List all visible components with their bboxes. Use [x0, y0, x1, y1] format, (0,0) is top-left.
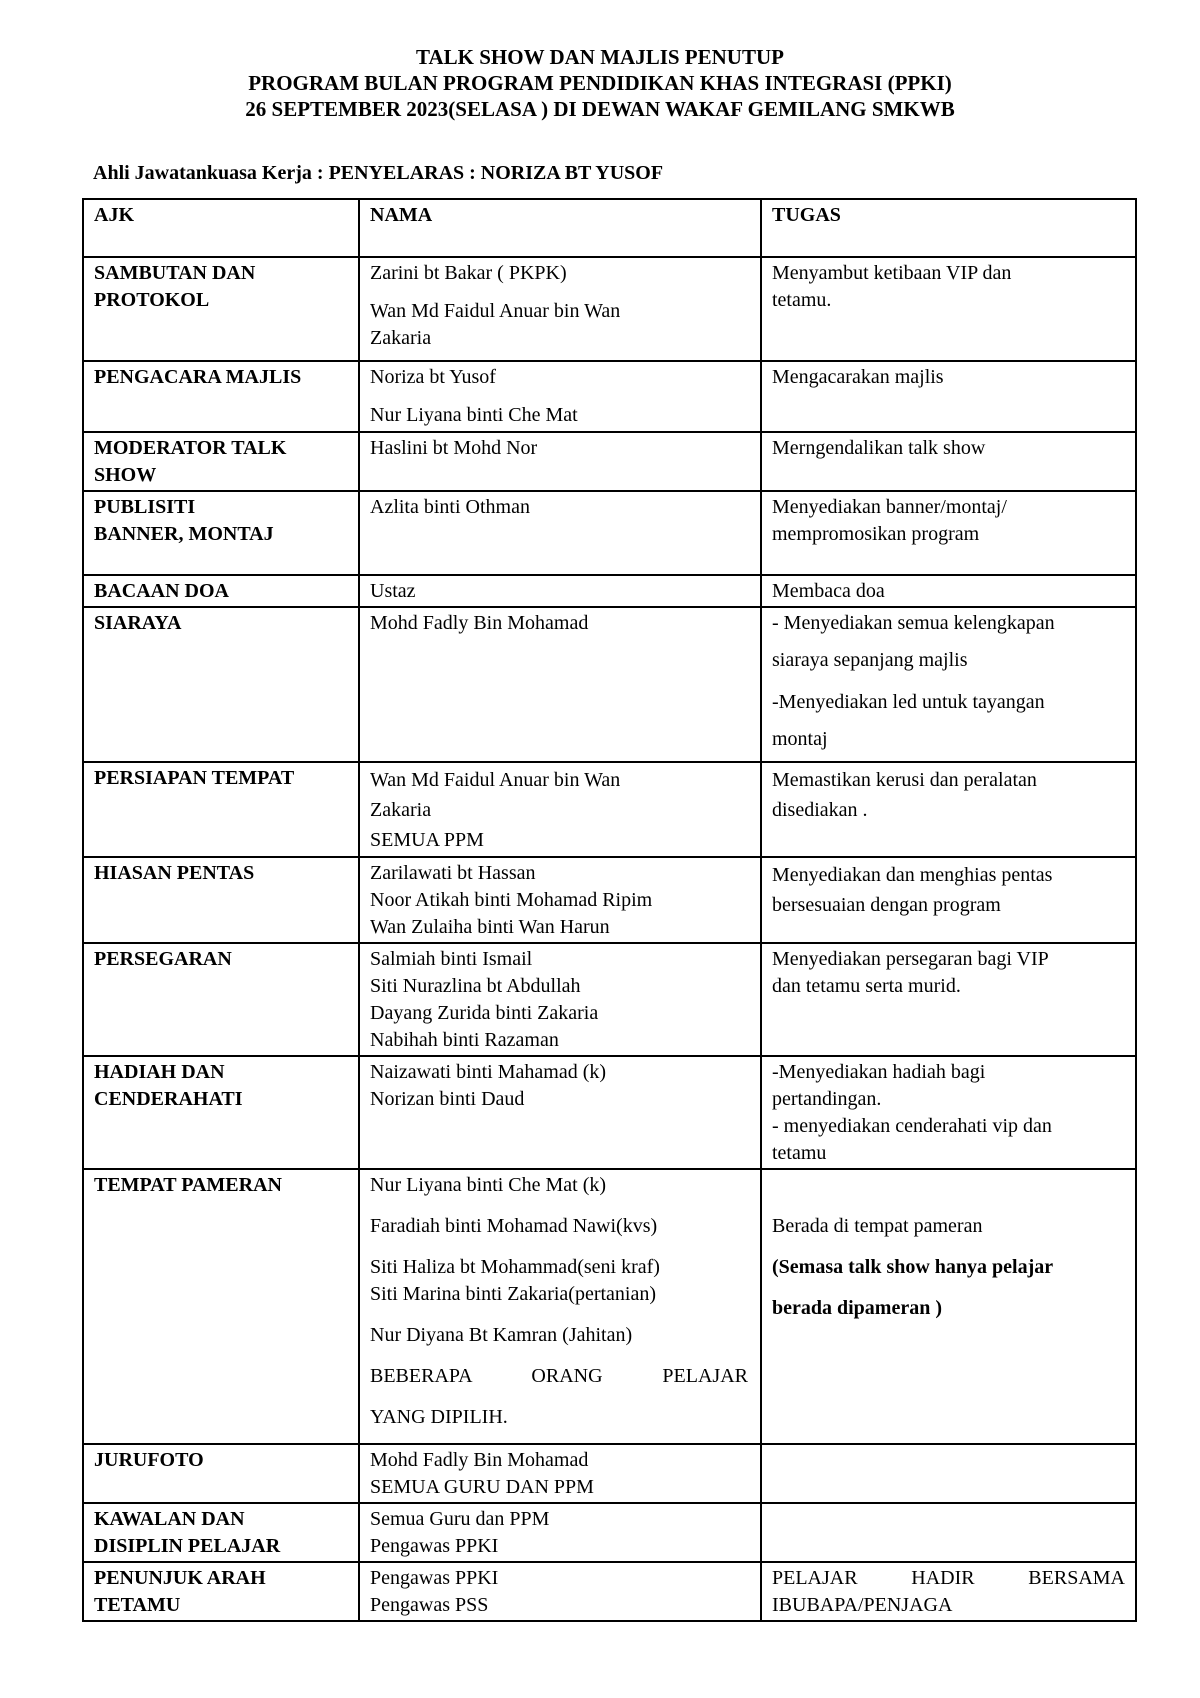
table-row: [83, 432, 1136, 491]
nama-cell: [359, 432, 761, 491]
ajk-cell: [83, 432, 359, 491]
ajk-cell: [83, 1056, 359, 1169]
tugas-cell: [761, 432, 1136, 491]
ajk-cell: [83, 491, 359, 575]
nama-line: Ustaz: [370, 580, 416, 602]
nama-cell: [359, 1444, 761, 1503]
nama-line: Wan Zulaiha binti Wan Harun: [370, 916, 610, 938]
title-line-3: 26 SEPTEMBER 2023(SELASA ) DI DEWAN WAKAF GEMILANG SMKWB: [245, 97, 955, 121]
ajk-cell: [83, 575, 359, 607]
nama-line: Siti Haliza bt Mohammad(seni kraf): [370, 1256, 660, 1278]
nama-line: Noriza bt Yusof: [370, 366, 496, 388]
tugas-line: -Menyediakan led untuk tayangan: [772, 691, 1045, 713]
nama-cell: [359, 257, 761, 361]
nama-cell: [359, 762, 761, 857]
nama-cell: [359, 1562, 761, 1621]
ajk-line: MODERATOR TALK: [94, 437, 287, 459]
tugas-line: disediakan .: [772, 799, 868, 821]
ajk-cell: [83, 1169, 359, 1444]
tugas-line: -Menyediakan hadiah bagi: [772, 1061, 986, 1083]
ajk-line: SIARAYA: [94, 612, 182, 634]
tugas-cell: [761, 491, 1136, 575]
ajk-cell: [83, 857, 359, 943]
ajk-cell: [83, 257, 359, 361]
ajk-line: PENGACARA MAJLIS: [94, 366, 302, 388]
nama-cell: [359, 361, 761, 432]
tugas-line: tetamu: [772, 1142, 827, 1164]
tugas-cell: [761, 257, 1136, 361]
tugas-line: - menyediakan cenderahati vip dan: [772, 1115, 1052, 1137]
tugas-cell: [761, 1503, 1136, 1562]
header-tugas: TUGAS: [761, 199, 1136, 257]
tugas-cell: [761, 762, 1136, 857]
nama-line: Norizan binti Daud: [370, 1088, 525, 1110]
ajk-line: JURUFOTO: [94, 1449, 204, 1471]
nama-line: Haslini bt Mohd Nor: [370, 437, 538, 459]
ajk-line: PUBLISITI: [94, 496, 196, 518]
tugas-line: Mengacarakan majlis: [772, 366, 944, 388]
tugas-line: mempromosikan program: [772, 523, 980, 545]
nama-cell: [359, 491, 761, 575]
nama-line: Zakaria: [370, 327, 432, 349]
tugas-line: - Menyediakan semua kelengkapan: [772, 612, 1055, 634]
nama-line: Siti Nurazlina bt Abdullah: [370, 975, 581, 997]
tugas-cell: [761, 1056, 1136, 1169]
ajk-line: PROTOKOL: [94, 289, 210, 311]
nama-line: Pengawas PSS: [370, 1594, 489, 1616]
table-row: [83, 1562, 1136, 1621]
tugas-line: siaraya sepanjang majlis: [772, 649, 968, 671]
nama-line: BEBERAPA ORANG PELAJAR: [370, 1365, 748, 1387]
nama-line: Nur Diyana Bt Kamran (Jahitan): [370, 1324, 633, 1346]
ajk-line: BANNER, MONTAJ: [94, 523, 274, 545]
nama-line: Zarini bt Bakar ( PKPK): [370, 262, 567, 284]
tugas-line: Berada di tempat pameran: [772, 1215, 983, 1237]
ajk-cell: [83, 1444, 359, 1503]
tugas-line: PELAJAR HADIR BERSAMA: [772, 1567, 1125, 1589]
header-nama: NAMA: [359, 199, 761, 257]
header-ajk: AJK: [83, 199, 359, 257]
nama-line: Faradiah binti Mohamad Nawi(kvs): [370, 1215, 658, 1237]
nama-line: Nur Liyana binti Che Mat: [370, 404, 578, 426]
ajk-line: SAMBUTAN DAN: [94, 262, 256, 284]
ajk-cell: [83, 762, 359, 857]
tugas-line: Menyediakan persegaran bagi VIP: [772, 948, 1049, 970]
ajk-line: HADIAH DAN: [94, 1061, 225, 1083]
committee-coordinator: Ahli Jawatankuasa Kerja : PENYELARAS : NORIZA BT YUSOF: [93, 162, 664, 184]
nama-cell: [359, 607, 761, 762]
table-row: [83, 857, 1136, 943]
tugas-cell: [761, 361, 1136, 432]
title-line-2: PROGRAM BULAN PROGRAM PENDIDIKAN KHAS INTEGRASI (PPKI): [248, 71, 952, 95]
nama-line: Salmiah binti Ismail: [370, 948, 533, 970]
committee-table: [82, 198, 1137, 1622]
tugas-cell: [761, 1562, 1136, 1621]
tugas-line: Memastikan kerusi dan peralatan: [772, 769, 1037, 791]
nama-line: Semua Guru dan PPM: [370, 1508, 550, 1530]
ajk-line: TETAMU: [94, 1594, 181, 1616]
table-row: [83, 943, 1136, 1056]
nama-cell: [359, 575, 761, 607]
tugas-line: Merngendalikan talk show: [772, 437, 986, 459]
nama-line: Noor Atikah binti Mohamad Ripim: [370, 889, 653, 911]
nama-line: Nabihah binti Razaman: [370, 1029, 559, 1051]
nama-line: SEMUA PPM: [370, 829, 484, 851]
tugas-cell: [761, 575, 1136, 607]
tugas-cell: [761, 607, 1136, 762]
nama-line: YANG DIPILIH.: [370, 1406, 508, 1428]
ajk-cell: [83, 607, 359, 762]
tugas-line: Membaca doa: [772, 580, 885, 602]
ajk-cell: [83, 1562, 359, 1621]
table-row: [83, 1056, 1136, 1169]
tugas-cell: [761, 1169, 1136, 1444]
table-header-row: [83, 199, 1136, 257]
table-row: [83, 1444, 1136, 1503]
ajk-line: PERSIAPAN TEMPAT: [94, 767, 295, 789]
tugas-line: Menyediakan banner/montaj/: [772, 496, 1007, 518]
nama-cell: [359, 1056, 761, 1169]
table-row: [83, 257, 1136, 361]
ajk-cell: [83, 1503, 359, 1562]
table-row: [83, 762, 1136, 857]
tugas-line: IBUBAPA/PENJAGA: [772, 1594, 953, 1616]
table-row: [83, 491, 1136, 575]
tugas-line: pertandingan.: [772, 1088, 882, 1110]
nama-cell: [359, 943, 761, 1056]
table-row: [83, 607, 1136, 762]
nama-cell: [359, 857, 761, 943]
nama-line: Zakaria: [370, 799, 432, 821]
nama-line: Dayang Zurida binti Zakaria: [370, 1002, 599, 1024]
table-row: [83, 1169, 1136, 1444]
ajk-line: PERSEGARAN: [94, 948, 232, 970]
table-row: [83, 1503, 1136, 1562]
tugas-line: Menyediakan dan menghias pentas: [772, 864, 1053, 886]
nama-line: Mohd Fadly Bin Mohamad: [370, 612, 589, 634]
ajk-line: CENDERAHATI: [94, 1088, 243, 1110]
tugas-line: tetamu.: [772, 289, 832, 311]
tugas-cell: [761, 943, 1136, 1056]
table-row: [83, 575, 1136, 607]
nama-line: Siti Marina binti Zakaria(pertanian): [370, 1283, 657, 1305]
ajk-line: BACAAN DOA: [94, 580, 229, 602]
nama-line: Nur Liyana binti Che Mat (k): [370, 1174, 607, 1196]
nama-line: Naizawati binti Mahamad (k): [370, 1061, 607, 1083]
nama-cell: [359, 1503, 761, 1562]
ajk-line: HIASAN PENTAS: [94, 862, 255, 884]
nama-line: Pengawas PPKI: [370, 1567, 499, 1589]
nama-line: SEMUA GURU DAN PPM: [370, 1476, 594, 1498]
tugas-line: dan tetamu serta murid.: [772, 975, 961, 997]
ajk-line: DISIPLIN PELAJAR: [94, 1535, 281, 1557]
tugas-line: (Semasa talk show hanya pelajar: [772, 1256, 1054, 1278]
nama-line: Zarilawati bt Hassan: [370, 862, 536, 884]
ajk-line: SHOW: [94, 464, 157, 486]
nama-line: Pengawas PPKI: [370, 1535, 499, 1557]
document-header: [0, 44, 1200, 122]
ajk-line: TEMPAT PAMERAN: [94, 1174, 282, 1196]
table-row: [83, 361, 1136, 432]
nama-line: Azlita binti Othman: [370, 496, 530, 518]
title-line-1: TALK SHOW DAN MAJLIS PENUTUP: [416, 45, 784, 69]
nama-cell: [359, 1169, 761, 1444]
ajk-line: KAWALAN DAN: [94, 1508, 245, 1530]
tugas-cell: [761, 857, 1136, 943]
ajk-cell: [83, 943, 359, 1056]
tugas-line: berada dipameran ): [772, 1297, 942, 1319]
ajk-line: PENUNJUK ARAH: [94, 1567, 266, 1589]
tugas-line: montaj: [772, 728, 828, 750]
ajk-cell: [83, 361, 359, 432]
nama-line: Wan Md Faidul Anuar bin Wan: [370, 769, 621, 791]
tugas-line: Menyambut ketibaan VIP dan: [772, 262, 1012, 284]
tugas-cell: [761, 1444, 1136, 1503]
nama-line: Mohd Fadly Bin Mohamad: [370, 1449, 589, 1471]
nama-line: Wan Md Faidul Anuar bin Wan: [370, 300, 621, 322]
tugas-line: bersesuaian dengan program: [772, 894, 1001, 916]
